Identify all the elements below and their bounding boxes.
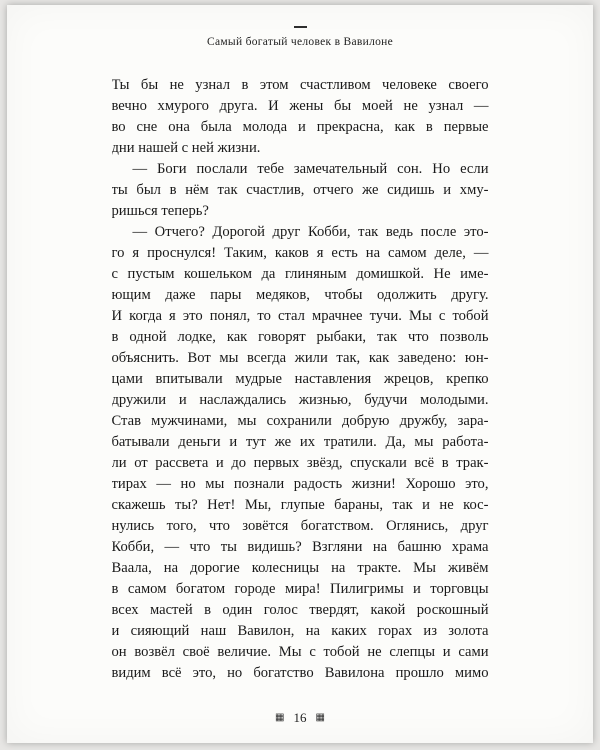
running-head [7, 5, 593, 48]
running-header-title: Самый богатый человек в Вавилоне [206, 36, 394, 48]
text-line: в самом богатом городе мира! Пилигримы и торговцы [111, 581, 489, 597]
text-line: всех мастей в один голос твердят, какой роскошный [111, 602, 489, 618]
text-line: ришься теперь? [111, 203, 209, 219]
text-line: дни нашей с ней жизни. [111, 140, 261, 156]
text-line: Кобби, — что ты видишь? Взгляни на башню храма [111, 539, 489, 555]
header-rule-ornament [294, 26, 307, 28]
page-number: 16 [293, 710, 307, 725]
body-text-block [112, 75, 489, 684]
text-line: — Отчего? Дорогой друг Кобби, так ведь после это- [132, 224, 489, 240]
text-line: и сияющий наш Вавилон, на каких горах из золота [111, 623, 489, 639]
footer-ornament-right-icon: ▦ [315, 712, 325, 723]
text-line: ты был в нём так счастлив, отчего же сидишь и хму- [111, 182, 489, 198]
text-line: ли от рассвета и до первых звёзд, спускали всё в трак- [111, 455, 489, 471]
text-line: тирах — но мы познали радость жизни! Хорошо это, [111, 476, 489, 492]
text-line: дружили и наслаждались жизнью, будучи молодыми. [111, 392, 489, 408]
text-line: вечно хмурого друга. И жены бы моей не узнал — [111, 98, 489, 114]
text-line: во сне она была молода и прекрасна, как в первые [111, 119, 489, 135]
book-page [7, 5, 593, 743]
text-line: — Боги послали тебе замечательный сон. Но если [132, 161, 489, 177]
text-line: скажешь ты? Нет! Мы, глупые бараны, так и не кос- [111, 497, 489, 513]
text-line: объяснить. Вот мы всегда жили так, как заведено: юн- [111, 350, 489, 366]
text-line: цами впитывали мудрые наставления жрецов, крепко [111, 371, 489, 387]
text-line: в одной лодке, как говорят рыбаки, так что позволь [111, 329, 489, 345]
text-line: батывали деньги и тут же их тратили. Да, мы работа- [111, 434, 489, 450]
text-line: нулись того, что зовётся богатством. Оглянись, друг [111, 518, 489, 534]
text-line: Став мужчинами, мы сохранили добрую дружбу, зара- [111, 413, 489, 429]
text-line: Ваала, на дорогие колесницы на тракте. Мы живём [111, 560, 489, 576]
text-line: с пустым кошельком да глиняным домишкой. Не име- [111, 266, 489, 282]
text-line: Ты бы не узнал в этом счастливом человеке своего [111, 77, 489, 93]
page-footer [7, 710, 593, 726]
text-line: го я проснулся! Таким, каков я есть на самом деле, — [111, 245, 489, 261]
text-line: И когда я это понял, то стал мрачнее тучи. Мы с тобой [111, 308, 489, 324]
footer-ornament-left-icon: ▦ [275, 712, 285, 723]
text-line: он возвёл своё величие. Мы с тобой не слепцы и сами [111, 644, 489, 660]
text-line: ющим даже пары медяков, чтобы одолжить другу. [111, 287, 489, 303]
text-line: видим всё это, но богатство Вавилона прошло мимо [111, 665, 489, 681]
